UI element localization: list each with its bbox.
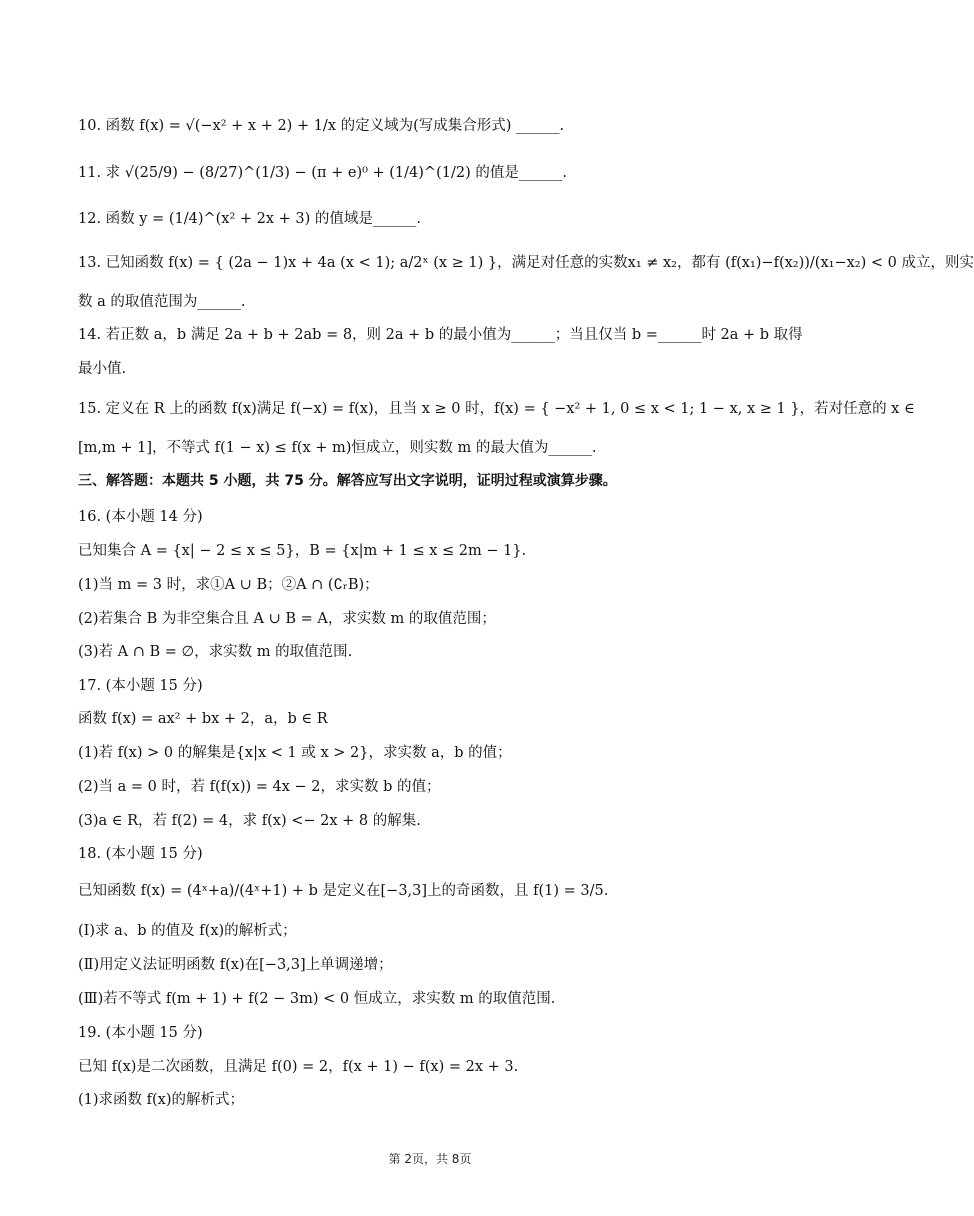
problem-17-part-2: (2)当 a = 0 时，若 f(f(x)) = 4x − 2，求实数 b 的值； [78, 779, 441, 795]
problem-16-stem: 已知集合 A = {x| − 2 ≤ x ≤ 5}，B = {x|m + 1 ≤ x ≤ 2m − 1}. [78, 543, 527, 559]
problem-10: 10. 函数 f(x) = √(−x² + x + 2) + 1/x 的定义域为(写成集合形式) ______. [78, 118, 565, 134]
problem-16-part-3: (3)若 A ∩ B = ∅，求实数 m 的取值范围. [78, 644, 353, 660]
problem-13-line-1: 13. 已知函数 f(x) = { (2a − 1)x + 4a (x < 1); a/2ˣ (x ≥ 1) }，满足对任意的实数x₁ ≠ x₂，都有 (f(x₁)−f(x₂))/(x₁−x₂) < 0 成立，则实 [78, 255, 974, 271]
problem-11: 11. 求 √(25/9) − (8/27)^(1/3) − (π + e)⁰ + (1/4)^(1/2) 的值是______. [78, 165, 567, 181]
section-heading: 三、解答题：本题共 5 小题，共 75 分。解答应写出文字说明，证明过程或演算步骤。 [78, 473, 617, 489]
problem-18-stem: 已知函数 f(x) = (4ˣ+a)/(4ˣ+1) + b 是定义在[−3,3]上的奇函数，且 f(1) = 3/5. [78, 883, 609, 899]
problem-18-part-1: (Ⅰ)求 a、b 的值及 f(x)的解析式； [78, 923, 297, 939]
problem-19-header: 19. (本小题 15 分) [78, 1025, 203, 1041]
problem-13-line-2: 数 a 的取值范围为______. [78, 294, 246, 310]
problem-14-line-1: 14. 若正数 a，b 满足 2a + b + 2ab = 8，则 2a + b 的最小值为______；当且仅当 b =______时 2a + b 取得 [78, 327, 803, 343]
problem-18-part-3: (Ⅲ)若不等式 f(m + 1) + f(2 − 3m) < 0 恒成立，求实数 m 的取值范围. [78, 991, 556, 1007]
problem-19-stem: 已知 f(x)是二次函数，且满足 f(0) = 2，f(x + 1) − f(x) = 2x + 3. [78, 1059, 519, 1075]
problem-19-part-1: (1)求函数 f(x)的解析式； [78, 1092, 245, 1108]
problem-16-part-2: (2)若集合 B 为非空集合且 A ∪ B = A，求实数 m 的取值范围； [78, 611, 496, 627]
problem-15-line-1: 15. 定义在 R 上的函数 f(x)满足 f(−x) = f(x)，且当 x ≥ 0 时，f(x) = { −x² + 1, 0 ≤ x < 1; 1 − x, x ≥ 1 }，若对任意的 x ∈ [78, 401, 915, 417]
problem-15-line-2: [m,m + 1]，不等式 f(1 − x) ≤ f(x + m)恒成立，则实数 m 的最大值为______. [78, 440, 597, 456]
problem-17-header: 17. (本小题 15 分) [78, 678, 203, 694]
page-footer: 第 2页，共 8页 [388, 1152, 472, 1166]
problem-17-stem: 函数 f(x) = ax² + bx + 2，a，b ∈ R [78, 711, 328, 727]
problem-12: 12. 函数 y = (1/4)^(x² + 2x + 3) 的值域是______. [78, 211, 422, 227]
problem-14-line-2: 最小值. [78, 361, 127, 377]
problem-16-header: 16. (本小题 14 分) [78, 509, 203, 525]
problem-17-part-3: (3)a ∈ R，若 f(2) = 4，求 f(x) <− 2x + 8 的解集. [78, 813, 421, 829]
problem-18-header: 18. (本小题 15 分) [78, 846, 203, 862]
problem-17-part-1: (1)若 f(x) > 0 的解集是{x|x < 1 或 x > 2}，求实数 a，b 的值； [78, 745, 512, 761]
problem-16-part-1: (1)当 m = 3 时，求①A ∪ B；②A ∩ (∁ᵣB)； [78, 577, 379, 593]
problem-18-part-2: (Ⅱ)用定义法证明函数 f(x)在[−3,3]上单调递增； [78, 957, 393, 973]
